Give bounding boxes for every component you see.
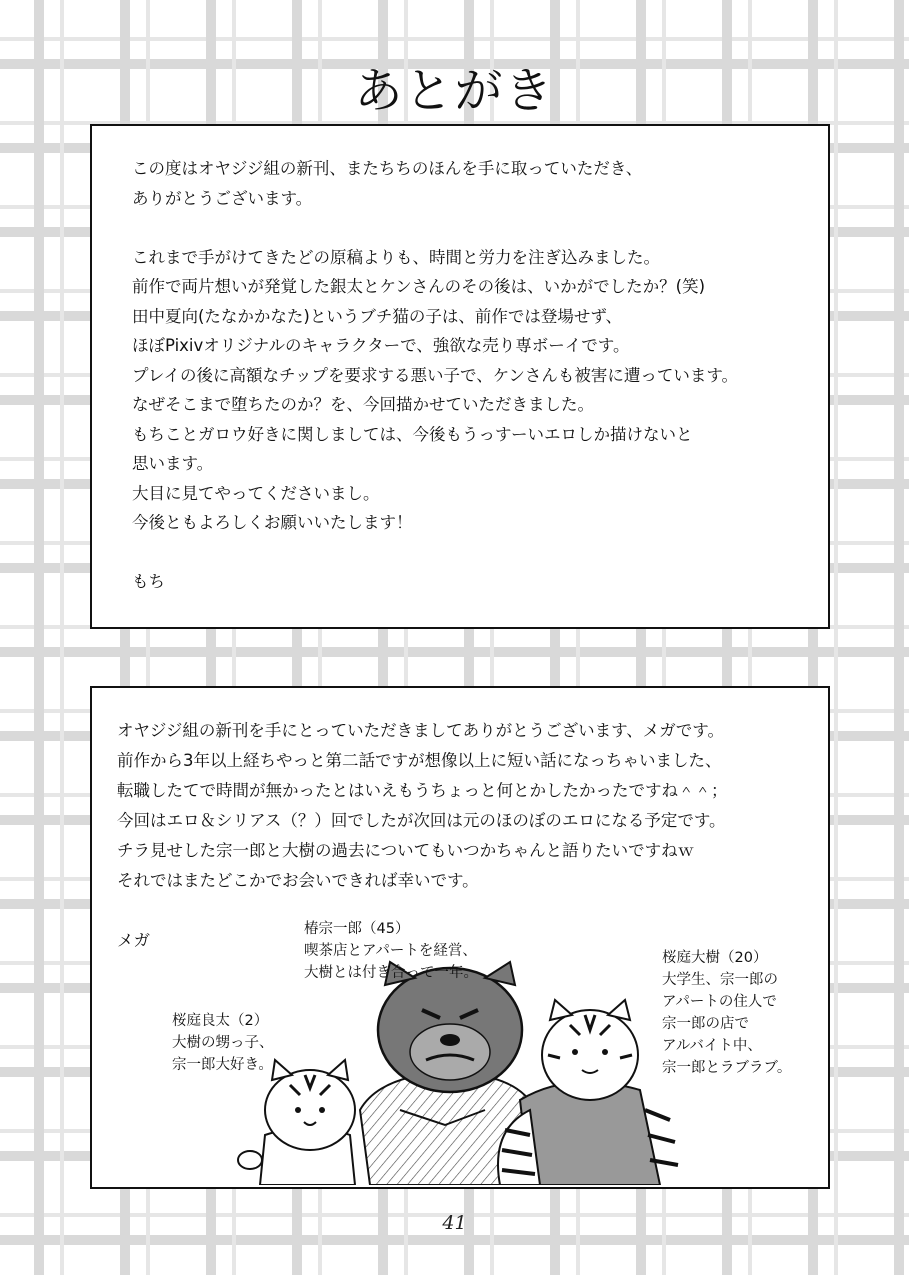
caption-line: 喫茶店とアパートを経営、 xyxy=(304,943,477,959)
text-line: 前作から3年以上経ちやっと第二話ですが想像以上に短い話になっちゃいました、 xyxy=(117,751,722,770)
author-signature: メガ xyxy=(117,930,150,950)
text-line: なぜそこまで堕ちたのか？を、今回描かせていただきました。 xyxy=(132,395,594,414)
caption-line: アルバイト中、 xyxy=(662,1038,762,1054)
text-line: 田中夏向(たなかかなた)というブチ猫の子は、前作では登場せず、 xyxy=(132,306,623,326)
caption-line: 大学生、宗一郎の xyxy=(662,972,778,988)
text-line: この度はオヤジジ組の新刊、またちちのほんを手に取っていただき、 xyxy=(132,159,643,178)
text-line: 今回はエロ＆シリアス（？）回でしたが次回は元のほのぼのエロになる予定です。 xyxy=(117,811,726,830)
text-line: 大目に見てやってくださいまし。 xyxy=(132,483,380,503)
daiki-figure xyxy=(498,1000,678,1185)
caption-line: 宗一郎の店で xyxy=(662,1016,749,1032)
text-line: それではまたどこかでお会いできれば幸いです。 xyxy=(117,871,479,890)
page-title: あとがき xyxy=(354,63,555,119)
text-line: チラ見せした宗一郎と大樹の過去についてもいつかちゃんと語りたいですねｗ xyxy=(117,841,695,860)
ryota-figure xyxy=(238,1060,355,1185)
blank-line xyxy=(132,213,828,243)
caption-line: 桜庭大樹（20） xyxy=(662,950,768,966)
caption-line: 宗一郎大好き。 xyxy=(172,1057,273,1073)
text-line: オヤジジ組の新刊を手にとっていただきましてありがとうございます、メガです。 xyxy=(117,721,724,740)
caption-line: 桜庭良太（2） xyxy=(172,1013,269,1029)
caption-line: アパートの住人で xyxy=(662,994,777,1010)
text-line: 思います。 xyxy=(132,454,214,473)
text-line: プレイの後に高額なチップを要求する悪い子で、ケンさんも被害に遭っています。 xyxy=(132,365,739,385)
blank-line xyxy=(132,538,828,568)
caption-line: 大樹の甥っ子、 xyxy=(172,1035,274,1051)
author-signature: もち xyxy=(132,572,165,591)
character-illustration xyxy=(230,960,710,1185)
caption-line: 大樹とは付き合って一年。 xyxy=(304,965,478,981)
caption-ryota xyxy=(172,1010,274,1076)
caption-line: 宗一郎とラブラブ。 xyxy=(662,1060,792,1076)
page-number: 41 xyxy=(442,1212,467,1234)
text-line: 転職したてで時間が無かったとはいえもうちょっと何とかしたかったですね＾＾； xyxy=(117,781,728,800)
caption-daiki xyxy=(662,947,791,1079)
caption-line: 椿宗一郎（45） xyxy=(304,921,410,937)
text-line: これまで手がけてきたどの原稿よりも、時間と労力を注ぎ込みました。 xyxy=(132,247,660,267)
caption-soichiro xyxy=(304,918,478,984)
text-line: ありがとうございます。 xyxy=(132,188,313,208)
text-line: 今後ともよろしくお願いいたします！ xyxy=(132,513,413,532)
afterword-panel-mochi xyxy=(90,124,830,629)
text-line: もちことガロウ好きに関しましては、今後もうっすーいエロしか描けないと xyxy=(132,424,693,444)
text-line: 前作で両片想いが発覚した銀太とケンさんのその後は、いかがでしたか？(笑) xyxy=(132,277,706,296)
text-line: ほぼPixivオリジナルのキャラクターで、強欲な売り専ボーイです。 xyxy=(132,336,630,355)
